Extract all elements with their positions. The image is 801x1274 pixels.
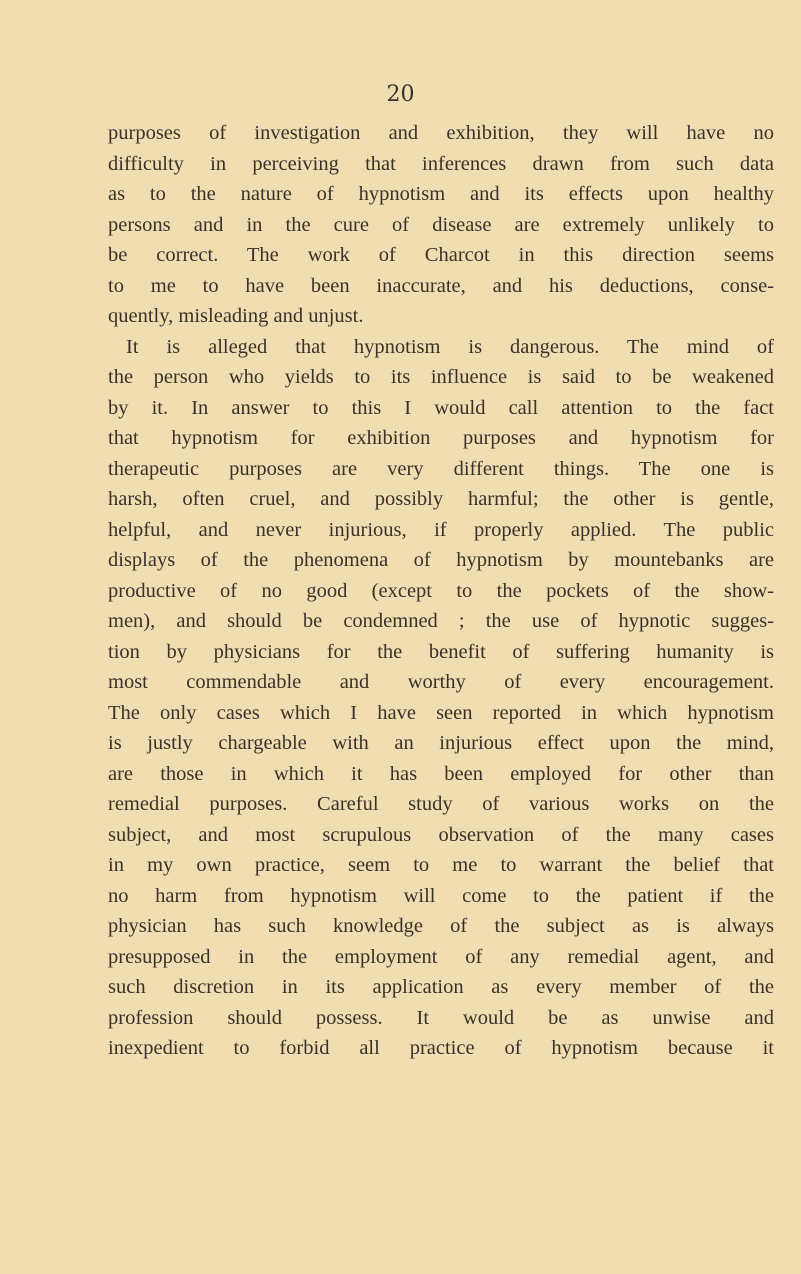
text-line: remedial purposes. Careful study of various works on the [108, 793, 774, 815]
text-line: profession should possess. It would be as unwise and [108, 1006, 774, 1029]
text-line: that hypnotism for exhibition purposes and hypnotism for [108, 427, 774, 449]
text-line: the person who yields to its influence is said to be weakened [108, 366, 774, 388]
text-line: helpful, and never injurious, if properly applied. The public [108, 518, 774, 541]
text-line: presupposed in the employment of any remedial agent, and [108, 945, 774, 968]
text-line: inexpedient to forbid all practice of hypnotism because it [108, 1037, 774, 1059]
text-line: difficulty in perceiving that inferences drawn from such data [108, 152, 774, 175]
text-line: It is alleged that hypnotism is dangerous. The mind of [126, 335, 774, 358]
text-line: displays of the phenomena of hypnotism by mountebanks are [108, 549, 774, 571]
text-line: therapeutic purposes are very different things. The one is [108, 457, 774, 480]
text-line: purposes of investigation and exhibition, they will have no [108, 122, 774, 144]
text-line: by it. In answer to this I would call attention to the fact [108, 396, 774, 419]
text-line: physician has such knowledge of the subject as is always [108, 915, 774, 937]
text-line: harsh, often cruel, and possibly harmful; the other is gentle, [108, 488, 774, 510]
page-number: 20 [386, 82, 415, 107]
body-text [108, 118, 774, 1064]
text-line: tion by physicians for the benefit of suffering humanity is [108, 640, 774, 663]
text-line: such discretion in its application as every member of the [108, 976, 774, 998]
text-line: no harm from hypnotism will come to the patient if the [108, 884, 774, 907]
text-line: as to the nature of hypnotism and its effects upon healthy [108, 183, 774, 205]
text-line: men), and should be condemned ; the use of hypnotic sugges- [108, 610, 774, 632]
text-line: subject, and most scrupulous observation of the many cases [108, 823, 774, 846]
text-line: is justly chargeable with an injurious effect upon the mind, [108, 732, 774, 754]
text-line: in my own practice, seem to me to warrant the belief that [108, 854, 774, 876]
text-line: productive of no good (except to the pockets of the show- [108, 579, 774, 602]
text-line: be correct. The work of Charcot in this direction seems [108, 244, 774, 266]
text-line: The only cases which I have seen reported in which hypnotism [108, 701, 774, 724]
text-line: to me to have been inaccurate, and his deductions, conse- [108, 274, 774, 297]
text-line: quently, misleading and unjust. [108, 305, 364, 327]
text-line: are those in which it has been employed for other than [108, 762, 774, 785]
text-line: most commendable and worthy of every encouragement. [108, 671, 774, 693]
text-line: persons and in the cure of disease are extremely unlikely to [108, 213, 774, 236]
